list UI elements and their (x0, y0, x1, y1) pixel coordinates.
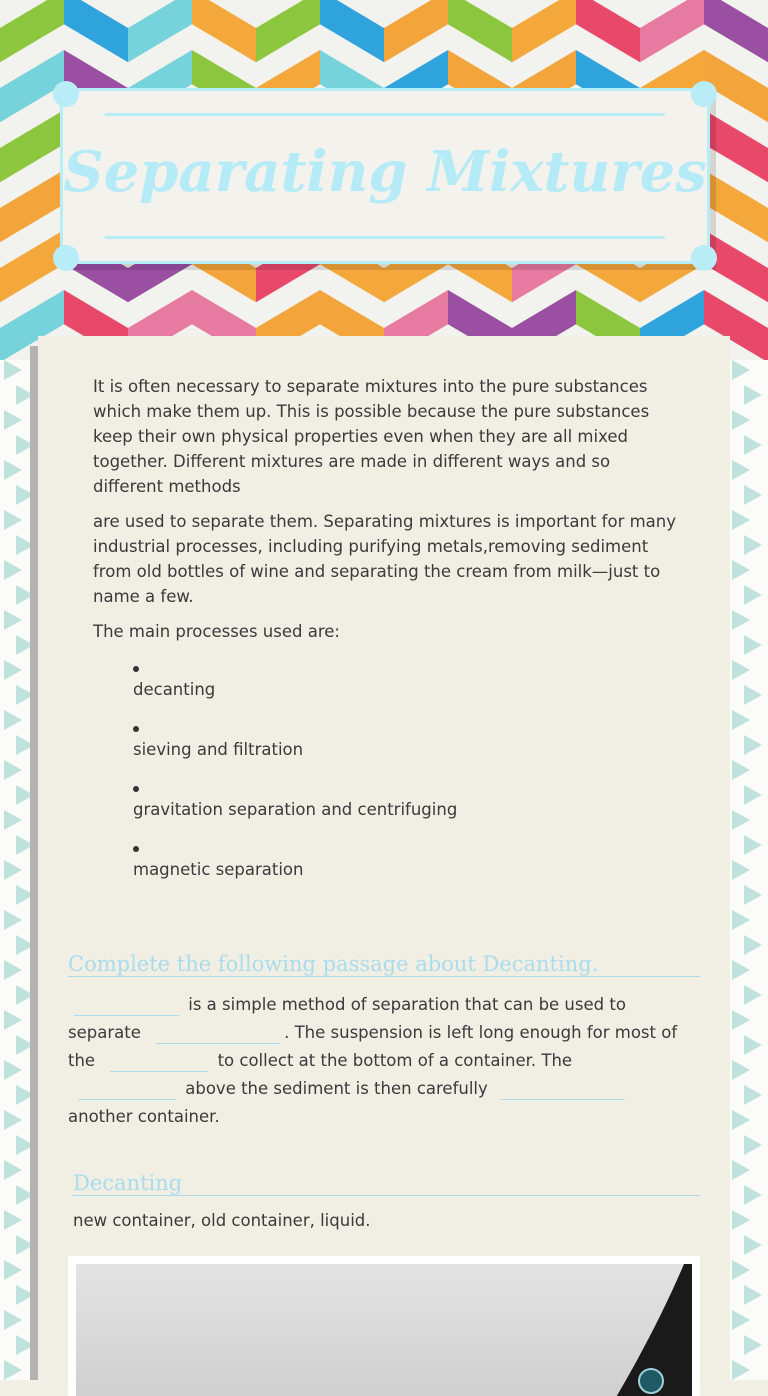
title-corner (691, 81, 717, 107)
border-triangle (4, 810, 22, 830)
border-triangle (744, 735, 762, 755)
border-triangle (744, 685, 762, 705)
border-triangle (4, 1160, 22, 1180)
border-triangle (744, 1135, 762, 1155)
bullet-icon (133, 846, 139, 852)
border-triangle (732, 860, 750, 880)
title-corner (53, 245, 79, 271)
blank-input-3[interactable] (110, 1053, 208, 1072)
decanting-photo (76, 1264, 692, 1396)
border-triangle (732, 1060, 750, 1080)
exercise-heading: Complete the following passage about Decanting. (68, 952, 700, 977)
border-triangle (732, 1010, 750, 1030)
border-triangle (744, 1085, 762, 1105)
border-triangle (4, 1260, 22, 1280)
border-triangle (732, 560, 750, 580)
intro-paragraph: It is often necessary to separate mixtures into the pure substances which make them up. This is possible because the pure substances keep their own physical properties even when they are all mixed together. Different mixtures are made in different ways and so different methods (93, 377, 650, 496)
intro-paragraph: are used to separate them. Separating mixtures is important for many industrial processes, including purifying metals,removing sediment from old bottles of wine and separating the cream from milk—just to name a few. (93, 512, 677, 606)
border-triangle (744, 1235, 762, 1255)
border-triangle (732, 1110, 750, 1130)
border-triangle (744, 785, 762, 805)
decanting-heading: Decanting (73, 1171, 700, 1196)
blank-input-5[interactable] (501, 1081, 625, 1100)
border-triangle (732, 710, 750, 730)
border-triangle (732, 810, 750, 830)
play-icon[interactable] (638, 1368, 664, 1394)
border-triangle (732, 510, 750, 530)
worksheet-content (38, 336, 730, 1380)
border-triangle (744, 1035, 762, 1055)
list-item: sieving and filtration (133, 714, 683, 774)
list-item: magnetic separation (133, 834, 683, 894)
border-triangle (744, 1335, 762, 1355)
content-shadow (30, 346, 38, 1380)
border-triangle (744, 385, 762, 405)
border-triangle (4, 1360, 22, 1380)
border-triangle (744, 1285, 762, 1305)
border-triangle (4, 860, 22, 880)
word-bank: new container, old container, liquid. (73, 1211, 371, 1230)
blank-input-1[interactable] (74, 997, 179, 1016)
border-triangle (4, 1310, 22, 1330)
border-triangle (732, 360, 750, 380)
border-triangle (4, 660, 22, 680)
border-triangle (732, 1360, 750, 1380)
border-triangle (4, 1110, 22, 1130)
border-triangle (732, 910, 750, 930)
right-triangle-border (728, 360, 768, 1380)
border-triangle (4, 410, 22, 430)
border-triangle (744, 835, 762, 855)
border-triangle (4, 510, 22, 530)
bullet-icon (133, 666, 139, 672)
title-rule-bottom (105, 236, 665, 239)
title-rule-top (105, 113, 665, 116)
border-triangle (744, 985, 762, 1005)
intro-paragraph: The main processes used are: (93, 622, 340, 641)
fill-in-passage: is a simple method of separation that can be used to separate . The suspension is left long enough for most of the to collect at the bottom of a container. The above the sediment is then carefully another container. (68, 995, 678, 1126)
border-triangle (732, 760, 750, 780)
border-triangle (744, 485, 762, 505)
border-triangle (732, 660, 750, 680)
border-triangle (4, 560, 22, 580)
border-triangle (732, 1310, 750, 1330)
border-triangle (732, 1160, 750, 1180)
list-item: gravitation separation and centrifuging (133, 774, 683, 834)
border-triangle (4, 360, 22, 380)
border-triangle (732, 1210, 750, 1230)
title-card (60, 88, 710, 264)
border-triangle (744, 635, 762, 655)
border-triangle (4, 710, 22, 730)
border-triangle (732, 610, 750, 630)
border-triangle (744, 535, 762, 555)
title-corner (53, 81, 79, 107)
border-triangle (732, 960, 750, 980)
border-triangle (4, 1210, 22, 1230)
border-triangle (744, 885, 762, 905)
border-triangle (744, 585, 762, 605)
list-item: decanting (133, 654, 683, 714)
bullet-icon (133, 726, 139, 732)
border-triangle (4, 760, 22, 780)
border-triangle (4, 610, 22, 630)
blank-input-2[interactable] (156, 1025, 280, 1044)
decanting-photo-frame (68, 1256, 700, 1396)
border-triangle (4, 460, 22, 480)
border-triangle (4, 1060, 22, 1080)
border-triangle (744, 1185, 762, 1205)
border-triangle (4, 1010, 22, 1030)
page-title: Separating Mixtures (63, 139, 707, 205)
border-triangle (744, 935, 762, 955)
intro-section (93, 374, 683, 894)
border-triangle (732, 410, 750, 430)
border-triangle (4, 910, 22, 930)
border-triangle (744, 435, 762, 455)
border-triangle (732, 460, 750, 480)
title-corner (691, 245, 717, 271)
process-list (93, 654, 683, 894)
bullet-icon (133, 786, 139, 792)
border-triangle (4, 960, 22, 980)
border-triangle (732, 1260, 750, 1280)
blank-input-4[interactable] (78, 1081, 176, 1100)
